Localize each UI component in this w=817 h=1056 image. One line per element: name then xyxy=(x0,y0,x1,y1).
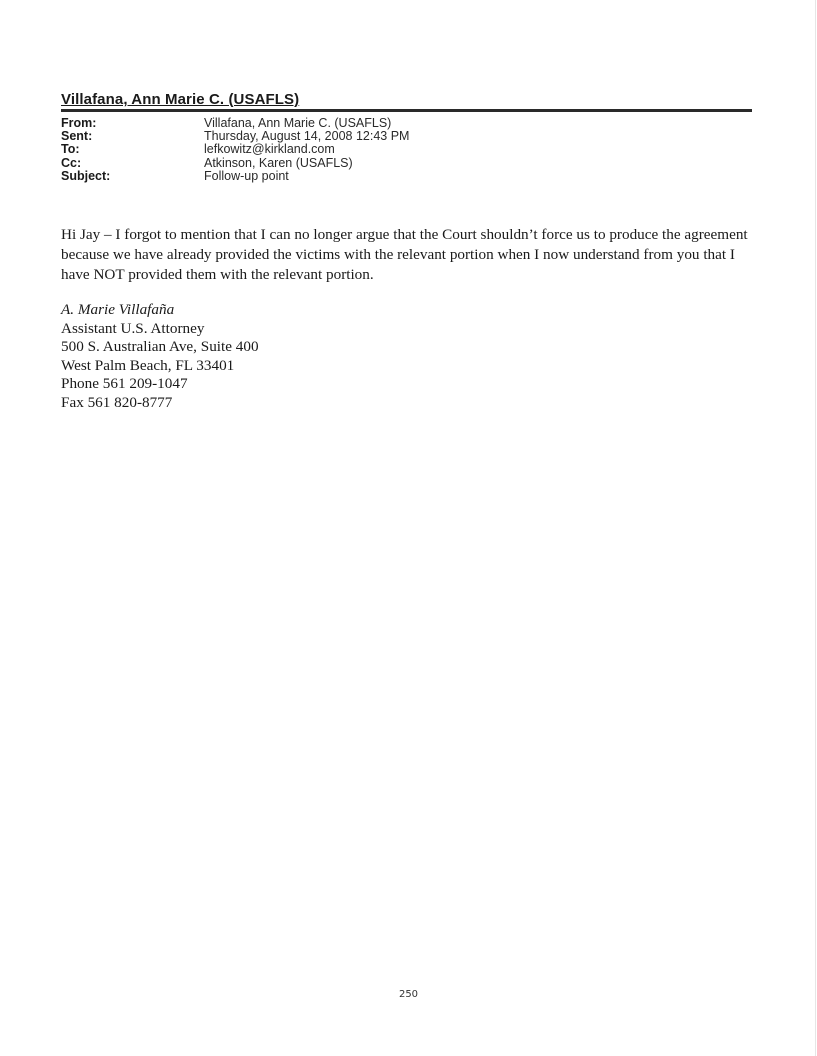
cc-label: Cc: xyxy=(61,155,82,170)
to-value: lefkowitz@kirkland.com xyxy=(204,142,335,157)
header-row-subject xyxy=(61,170,409,183)
sent-label: Sent: xyxy=(61,129,93,144)
signature-address-line2: West Palm Beach, FL 33401 xyxy=(61,356,235,374)
signature-address-line1: 500 S. Australian Ave, Suite 400 xyxy=(61,338,259,355)
header-row-to xyxy=(61,143,409,156)
page-number: 250 xyxy=(398,989,419,1000)
signature-name: A. Marie Villafaña xyxy=(61,301,175,318)
email-body-paragraph: Hi Jay – I forgot to mention that I can no longer argue that the Court shouldn’t force us to produce the agreement because we have already provided the victims with the relevant portion when I now understand from you that I have NOT provided them with the relevant portion. xyxy=(61,226,748,283)
header-row-cc xyxy=(61,157,409,170)
email-headers xyxy=(61,117,409,183)
from-value: Villafana, Ann Marie C. (USAFLS) xyxy=(204,116,392,130)
subject-label: Subject: xyxy=(61,168,111,183)
to-label: To: xyxy=(61,142,80,157)
cc-value: Atkinson, Karen (USAFLS) xyxy=(204,155,353,170)
from-label: From: xyxy=(61,116,97,130)
subject-value: Follow-up point xyxy=(204,168,289,183)
signature-phone: Phone 561 209-1047 xyxy=(61,375,188,392)
email-signature xyxy=(61,301,259,412)
sender-name-heading: Villafana, Ann Marie C. (USAFLS) xyxy=(61,91,300,108)
sent-value: Thursday, August 14, 2008 12:43 PM xyxy=(204,129,410,144)
scan-edge xyxy=(815,0,816,1056)
header-rule xyxy=(61,109,752,112)
signature-title: Assistant U.S. Attorney xyxy=(61,319,205,337)
signature-fax: Fax 561 820-8777 xyxy=(61,393,173,411)
